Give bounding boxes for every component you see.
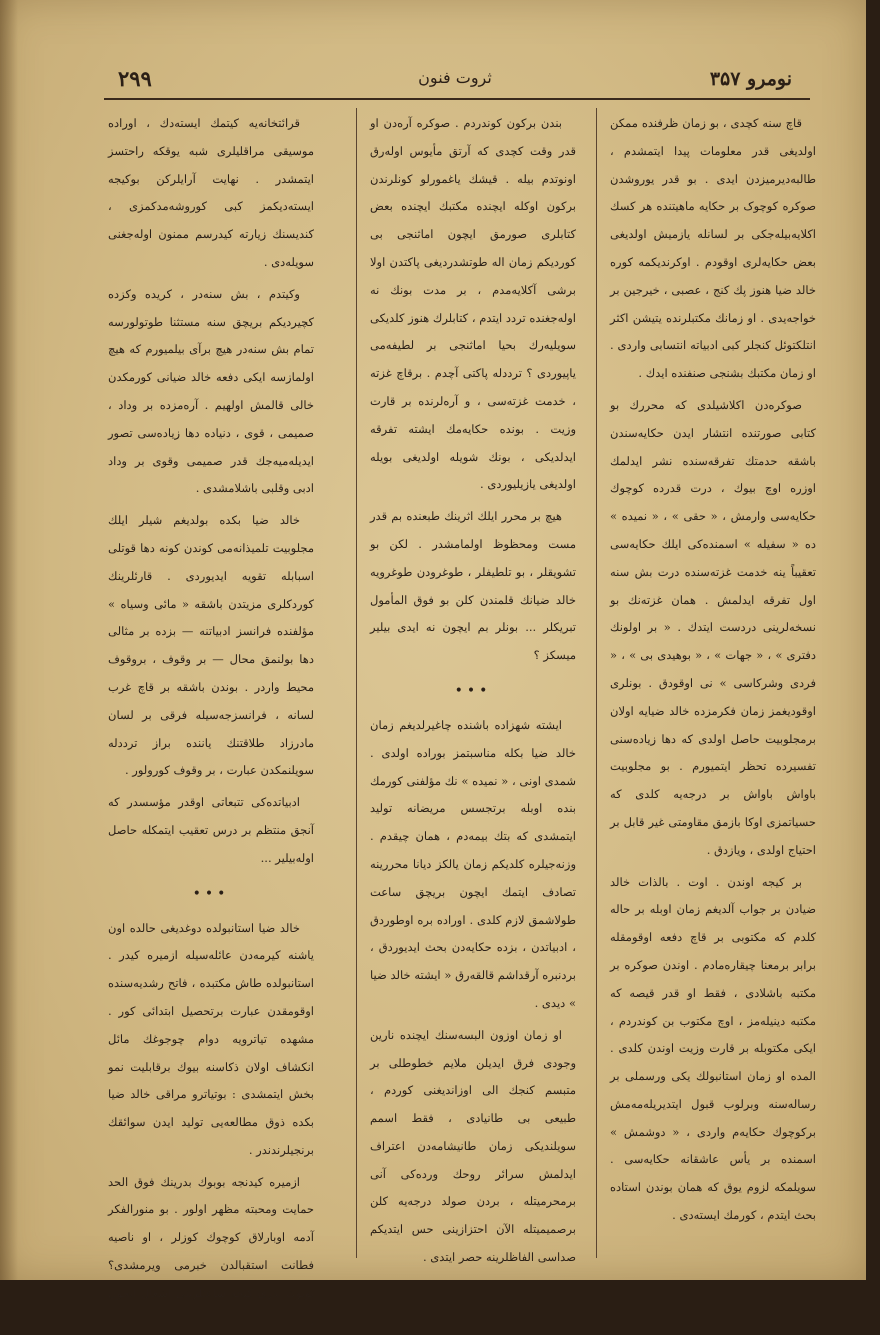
section-separator: •••	[192, 885, 230, 902]
paragraph: بندن برکون کوندردم . صوکره آره‌دن او قدر وقت کچدی که آرتق مأیوس اوله‌رق اونوتدم بیله . قیشك یاغمورلو کونلرندن برکون اوکله ایچنده مکتبك ایچنده بعض کتابلری صورمق ایچون اماثنجی بی کوردیکم زمان اله طوتشدردیغی پاکتدن اولا برشی آکلایه‌مدم ، بر مدت بونك نه اوله‌جغنده تردد ایتدم ، کتابلرك هنوز کلدیکی سویلیه‌رك بحیا اماثنجی بر لطیفه‌می یاپیوردی ؟ تردد‌له پاکتی آچدم . برقاچ غزته ، خدمت غزته‌سی ، و آره‌لرنده بر قارت وزیت . بونده حکایه‌مك ایشته تفرقه ایدلدیکی ، بونك شویله اولدیغی بویله اولدیغی یازیلیوردی .	[370, 116, 576, 492]
paragraph: هیچ بر محرر ایلك اثرینك طبعنده بم قدر مست ومحظوظ اولمامشدر . لکن بو تشویقلر ، بو تلطیفلر ، طوغرودن طوغرویه خالد ضیانك قلمندن کلن بو فوق المأمول تبریکلر ... بونلر بم ایچون نه ایدی بیلیر میسکز ؟	[370, 509, 576, 663]
paragraph: قاچ سنه کچدی ، بو زمان ظرفنده ممکن اولدیغی قدر معلومات پیدا ایتمشدم ، طالبه‌دیرمیزدن ایدی . بو قدر یوروشدن صوکره کوچوک بر حکایه ماهیتنده هر کسك اکلایه‌بیله‌جکی بر لسانله یازمیش اولدیغی بعض حکایه‌لری اوقودم . اوکرندیکمه کوره خالد ضیا هنوز پك کنج ، عصبی ، خیرجین بر خواجه‌یدی . او زمانك مکتبلرنده یتیشن اکثر انتلکتوئل کنجلر کبی ادبیاته انتسابی واردی . او زمان مکتبك بشنجی صنفنده ایدك .	[610, 116, 816, 381]
binding-shadow	[0, 0, 18, 1280]
page-header	[110, 62, 800, 100]
paragraph: ازمیره کیدنجه بوبوك بدرینك فوق الحد حمایت ومحبته مظهر اولور . بو منورالفکر آدمه اوبارلاق کوچوك کوزلر ، او ناصیه فطانت استقبالدن خبرمی ویرمشدی؟ بوبوك بدری کیجه ساعتلرینی اشغال ایچون ،	[108, 1174, 314, 1328]
paragraph: خالد ضیا استانبولده دوغدیغی حالده اون یاشنه کیرمه‌دن عائله‌سیله ازمیره کیدر . استانبولده طاش مکتبده ، فاتح رشدیه‌سنده اوقومقدن عبارت برتحصیل ابتدائی کور . مشهده تیاترویه دوام چوجوغك مائل انکشاف اولان ذکاسنه بیوك برقابلیت نمو بخش ایتمشدی : بوتیاترو مراقی خالد ضیا بکده ذوق مطالعه‌یی تولید ایدن سوائقك برنجیلرندندر .	[108, 920, 314, 1157]
section-separator: •••	[454, 682, 492, 699]
article-column-left	[108, 110, 314, 1328]
paragraph: ایشته شهزاده باشنده چاغیرلدیغم زمان خالد ضیا بکله مناسبتمز بوراده اولدی . شمدی اونی ، « نمیده » نك مؤلفنی کورمك بنده اوبله برتجسس مریضانه تولید ایتمشدی که بتك بیمه‌دم ، همان چیقدم . وزنه‌جیلره کلدیکم زمان یالکز دیانا محررینه تصادف ایتمك ایچون بریچق ساعت طولاشمق لازم کلدی . اوراده بره اوطوردق ، ادبیاتدن ، بزده حکایه‌دن بحث ایدیوردق ، بردنبره آرقداشم قالقه‌رق « ایشته خالد ضیا » دیدی .	[370, 717, 576, 1010]
column-divider-left	[356, 108, 357, 1258]
journal-title: ثروت فنون	[418, 68, 492, 87]
paragraph: صوکره‌دن اکلاشیلدی که محررك بو کتابی صورتنده انتشار ایدن حکایه‌سندن باشقه حدمتك تفرقه‌سنده نشر ایدلمك اوزره اوچ بیوك ، درت قدرده کوچوك حکایه‌سی وارمش ، « حقی » ، « نمیده » ده « سفیله » اسمنده‌کی ایلك حکایه‌سی تعقیباً ینه خدمت غزته‌سنده درت بش سنه اول تفرقه ایدلمش . همان غزته‌نك بو نسخه‌لرینی دردست ایتدك . « بر اولونك دفتری » ، « جهات » ، « بوهیدی بی » ، « فردی وشرکاسی » نی اوقودق . بونلری اوقودیغمز زمان فکرمزده خالد ضیایه اولان برمجلوبیت حاصل اولدی که دها زیاده‌سنی تفسیرده تحظر ایتمیورم . بو مجلوبیت باواش باواش بر درجه‌یه کلدی که حسیاتمزی اوکا بازمق مقاومتی غیر قابل بر احتیاج اولدی ، ویازدق .	[610, 397, 816, 857]
page-number: ۲۹۹	[118, 66, 152, 91]
paragraph: قرائتخانه‌یه کیتمك ایسته‌دك ، اوراده موسیقی مراقلیلری شبه یوقکه راحتسز ایتمشدر . نهایت آرایلرکن بوکیجه ایسته‌دیکمز کبی کوروشه‌مدکمزی ، کندیسنك زیارته کیدرسم ممنون اوله‌جغنی سویله‌دی .	[108, 116, 314, 269]
paragraph: بر کیجه اوندن . اوت . بالذات خالد ضیادن بر جواب آلدیغم زمان اوبله بر حاله کلدم که مکتوبی بر قاچ دفعه اوقومقله برابر برمعنا چیقاره‌مادم . اوندن صوکره بر مکتبه باشلادی ، فقط او قدر قیصه که مکتبه دینیله‌مز ، اوچ مکتوب بن کوندردم ، ایکی مکتوبله بر قارت وزیت اوندن کلدی . المده او زمان استانبولك یکی ورسملی بر رساله‌سنه وبرلوب قبول ایتدیریله‌مه‌مش برکوچوك حکایه‌م واردی ، « دوشمش » اسمنده بر یأس عاشقانه حکایه‌سی . سویلمکه لزوم یوق که همان بوندن استاده بحث ایتدم ، کورمك ایسته‌دی .	[610, 874, 816, 1223]
paragraph: او زمان اوزون البسه‌سنك ایچنده نارین وجودی فرق ایدیلن ملایم خطوطلی بر متبسم کنجك الی اوزاندیغنی کوردم ، طبیعی بی طانیادی ، فقط اسمم سویلندیکی زمان طانیشامه‌دن اعتراف ایدلمش سرائر روحك ورده‌کی آنی برمحرمیتله ، بردن صولد درجه‌یه کلن برصمیمیتله الآن احتزازینی حس ایتدیکم صداسی الفاظلرینه حصر ایتدی .	[370, 1027, 576, 1265]
column-divider-right	[596, 108, 597, 1258]
issue-number: نومرو ۳۵۷	[709, 68, 792, 90]
paragraph: ادبیاتده‌کی تتبعاتی اوقدر مؤسسدر که آنجق منتظم بر درس تعقیب ایتمکله حاصل اوله‌بیلیر ...	[108, 795, 314, 865]
paragraph: وکیتدم ، بش سنه‌در ، کریده وکزده کچیردیکم بریچق سنه مستثنا طوتولورسه تمام بش سنه‌در هیچ برآی بیلمیورم که هیچ اولمازسه ایکی دفعه خالد ضیانی کورمکدن خالی قالمش اولهیم . آره‌مزده بر وداد ، صمیمی ، قوی ، دنیاده دها زیاده‌سی تصور ایدیله‌میه‌جك قدر صمیمی وقوی بر وداد ادبی وقلبی باشلامشدی .	[108, 286, 314, 496]
paragraph: خالد ضیا بکده بولدیغم شیلر ایلك مجلوبیت تلمیذانه‌می کوندن کونه دها قوتلی اسبابله تقویه ایدیوردی . قارئلرینك کوردکلری مزیتدن باشقه « مائی وسیاه » مؤلفنده فرانسز ادبیاتنه — بزده بر مثالی دها بولنمق محال — بر وقوف ، بروقوف محیط واردر . بوندن باشقه بر قاچ غرب لسانه ، فرانسزجه‌سیله فرقی بر لسان مادرزاد طلاقتنك یاننده براز تردد‌له سویلنمکدن عبارت ، بر وقوف کورولور .	[108, 513, 314, 778]
header-rule	[104, 98, 810, 100]
article-column-middle	[370, 110, 576, 1265]
article-column-right	[610, 110, 816, 1260]
